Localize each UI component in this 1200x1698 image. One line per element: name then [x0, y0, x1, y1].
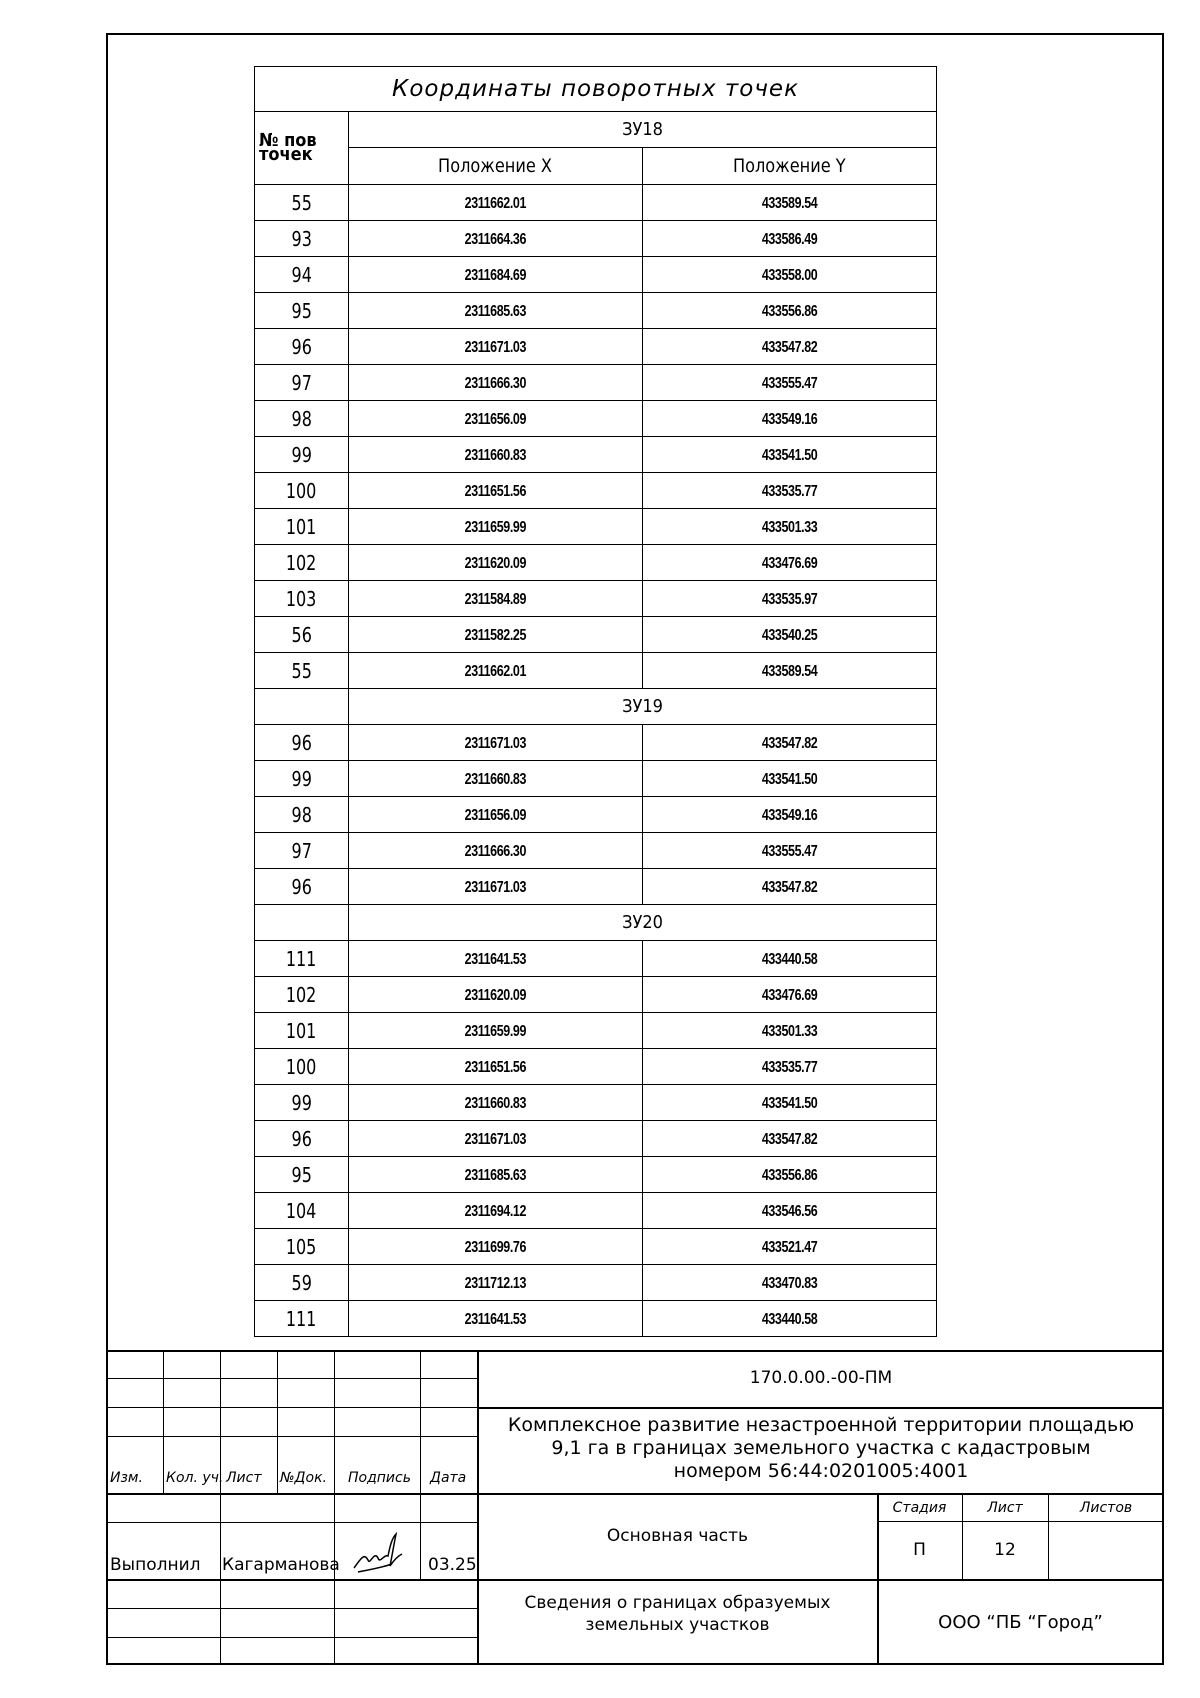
x-cell	[349, 1301, 643, 1337]
y-cell	[643, 869, 937, 905]
point-number-cell	[255, 977, 349, 1013]
label-data: Дата	[430, 1470, 467, 1486]
label-ndok: №Док.	[280, 1470, 327, 1486]
point-number-cell	[255, 1301, 349, 1337]
point-number: 95	[291, 298, 312, 323]
y-cell	[643, 365, 937, 401]
signature	[350, 1530, 406, 1576]
x-cell	[349, 221, 643, 257]
x-value: 2311659.99	[464, 1022, 527, 1040]
table-title: Координаты поворотных точек	[255, 67, 937, 112]
point-number-cell	[255, 401, 349, 437]
x-value: 2311699.76	[464, 1238, 527, 1256]
organization-name: ООО “ПБ “Город”	[938, 1612, 1103, 1633]
point-number-cell	[255, 221, 349, 257]
x-value: 2311671.03	[464, 338, 527, 356]
zone-name: ЗУ19	[349, 689, 937, 725]
y-value: 433589.54	[761, 194, 818, 212]
point-number-cell	[255, 653, 349, 689]
point-number: 96	[291, 1126, 312, 1151]
x-value: 2311671.03	[464, 878, 527, 896]
point-number: 96	[291, 874, 312, 899]
label-podpis: Подпись	[348, 1470, 411, 1486]
x-value: 2311641.53	[464, 1310, 527, 1328]
y-cell	[643, 545, 937, 581]
x-value: 2311659.99	[464, 518, 527, 536]
table-row	[255, 941, 937, 977]
y-value: 433555.47	[761, 374, 818, 392]
point-number: 102	[286, 982, 317, 1007]
point-number: 97	[291, 370, 312, 395]
x-cell	[349, 761, 643, 797]
zone-header-row	[255, 689, 937, 725]
point-number-cell	[255, 1085, 349, 1121]
sheet-number: 12	[994, 1540, 1016, 1560]
point-number-cell	[255, 365, 349, 401]
x-value: 2311671.03	[464, 734, 527, 752]
point-number: 99	[291, 766, 312, 791]
y-value: 433501.33	[761, 1022, 818, 1040]
y-value: 433501.33	[761, 518, 818, 536]
point-number: 55	[291, 658, 312, 683]
y-value: 433547.82	[761, 878, 818, 896]
x-value: 2311584.89	[464, 590, 527, 608]
y-value: 433440.58	[761, 950, 818, 968]
date-value: 03.25	[428, 1555, 477, 1575]
table-row	[255, 797, 937, 833]
label-kol-uch: Кол. уч.	[166, 1470, 224, 1486]
point-number-cell	[255, 581, 349, 617]
y-cell	[643, 1265, 937, 1301]
point-number-header-text: № пов точек	[259, 130, 317, 165]
table-row	[255, 869, 937, 905]
x-cell	[349, 257, 643, 293]
y-cell	[643, 509, 937, 545]
point-number: 96	[291, 730, 312, 755]
point-number-cell	[255, 473, 349, 509]
y-value: 433440.58	[761, 1310, 818, 1328]
point-number: 97	[291, 838, 312, 863]
y-cell	[643, 1193, 937, 1229]
y-cell	[643, 833, 937, 869]
point-number: 104	[286, 1198, 317, 1223]
sheet-title-line: Сведения о границах образуемых	[524, 1593, 831, 1613]
project-title-line: номером 56:44:0201005:4001	[673, 1460, 969, 1482]
y-value: 433540.25	[761, 626, 818, 644]
point-number: 95	[291, 1162, 312, 1187]
x-cell	[349, 653, 643, 689]
table-row	[255, 833, 937, 869]
y-cell	[643, 1049, 937, 1085]
y-value: 433549.16	[761, 806, 818, 824]
x-value: 2311666.30	[464, 374, 527, 392]
zone-header-row	[255, 905, 937, 941]
y-cell	[643, 401, 937, 437]
x-cell	[349, 509, 643, 545]
y-value: 433547.82	[761, 734, 818, 752]
point-number-cell	[255, 1049, 349, 1085]
point-number-cell	[255, 1193, 349, 1229]
point-number-cell	[255, 293, 349, 329]
y-cell	[643, 617, 937, 653]
table-row	[255, 1301, 937, 1337]
point-number-cell	[255, 725, 349, 761]
sheets-label: Листов	[1079, 1500, 1133, 1516]
x-value: 2311694.12	[464, 1202, 527, 1220]
point-number-cell	[255, 1265, 349, 1301]
table-row	[255, 977, 937, 1013]
table-row	[255, 1229, 937, 1265]
empty-cell	[255, 689, 349, 725]
point-number-cell	[255, 833, 349, 869]
table-row	[255, 1157, 937, 1193]
y-cell	[643, 1121, 937, 1157]
point-number-cell	[255, 437, 349, 473]
y-cell	[643, 1301, 937, 1337]
zone-header-row	[255, 112, 937, 148]
point-number: 101	[286, 514, 317, 539]
x-value: 2311684.69	[464, 266, 527, 284]
y-cell	[643, 185, 937, 221]
label-list: Лист	[226, 1470, 262, 1486]
y-value: 433546.56	[761, 1202, 818, 1220]
point-number-cell	[255, 797, 349, 833]
y-cell	[643, 761, 937, 797]
x-value: 2311660.83	[464, 446, 527, 464]
x-value: 2311662.01	[464, 194, 527, 212]
point-number: 56	[291, 622, 312, 647]
project-title	[478, 1414, 1164, 1483]
zone-name: ЗУ18	[349, 112, 937, 148]
x-value: 2311651.56	[464, 1058, 527, 1076]
table-row	[255, 1013, 937, 1049]
y-cell	[643, 653, 937, 689]
point-number-cell	[255, 1121, 349, 1157]
point-number-cell	[255, 329, 349, 365]
empty-cell	[255, 905, 349, 941]
x-value: 2311662.01	[464, 662, 527, 680]
table-row	[255, 761, 937, 797]
y-value: 433521.47	[761, 1238, 818, 1256]
table-row	[255, 1049, 937, 1085]
x-cell	[349, 581, 643, 617]
x-value: 2311641.53	[464, 950, 527, 968]
x-cell	[349, 617, 643, 653]
y-cell	[643, 1085, 937, 1121]
point-number: 55	[291, 190, 312, 215]
point-number-cell	[255, 509, 349, 545]
y-cell	[643, 977, 937, 1013]
point-number-cell	[255, 869, 349, 905]
x-value: 2311664.36	[464, 230, 527, 248]
table-row	[255, 1085, 937, 1121]
y-cell	[643, 293, 937, 329]
point-number-cell	[255, 761, 349, 797]
coordinates-table	[254, 66, 937, 1337]
point-number-cell	[255, 257, 349, 293]
point-number: 94	[291, 262, 312, 287]
x-header-text: Положение X	[438, 155, 553, 177]
table-row	[255, 509, 937, 545]
x-cell	[349, 1265, 643, 1301]
x-cell	[349, 365, 643, 401]
table-row	[255, 293, 937, 329]
x-cell	[349, 1085, 643, 1121]
stage-value: П	[913, 1540, 926, 1560]
y-value: 433535.77	[761, 1058, 818, 1076]
y-value: 433541.50	[761, 1094, 818, 1112]
y-value: 433535.77	[761, 482, 818, 500]
table-row	[255, 1265, 937, 1301]
x-cell	[349, 185, 643, 221]
point-number-cell	[255, 941, 349, 977]
performer-name: Кагарманова	[222, 1555, 340, 1575]
point-number: 98	[291, 802, 312, 827]
y-cell	[643, 329, 937, 365]
point-number: 99	[291, 1090, 312, 1115]
point-number: 100	[286, 1054, 317, 1079]
y-value: 433541.50	[761, 770, 818, 788]
table-row	[255, 545, 937, 581]
x-cell	[349, 1121, 643, 1157]
point-number: 102	[286, 550, 317, 575]
table-row	[255, 473, 937, 509]
point-number: 99	[291, 442, 312, 467]
y-value: 433556.86	[761, 302, 818, 320]
y-cell	[643, 1013, 937, 1049]
y-cell	[643, 1229, 937, 1265]
x-value: 2311582.25	[464, 626, 527, 644]
point-number-cell	[255, 1157, 349, 1193]
point-number: 93	[291, 226, 312, 251]
x-value: 2311651.56	[464, 482, 527, 500]
y-value: 433547.82	[761, 338, 818, 356]
y-cell	[643, 941, 937, 977]
x-value: 2311712.13	[464, 1274, 527, 1292]
document-code: 170.0.00.-00-ПМ	[749, 1368, 893, 1388]
y-value: 433555.47	[761, 842, 818, 860]
point-number: 111	[286, 946, 317, 971]
sheet-title	[478, 1592, 877, 1636]
project-title-line: 9,1 га в границах земельного участка с кадастровым	[551, 1437, 1091, 1459]
x-cell	[349, 1013, 643, 1049]
y-value: 433558.00	[761, 266, 818, 284]
x-cell	[349, 833, 643, 869]
y-value: 433589.54	[761, 662, 818, 680]
x-cell	[349, 329, 643, 365]
x-cell	[349, 941, 643, 977]
x-value: 2311685.63	[464, 302, 527, 320]
y-cell	[643, 473, 937, 509]
x-cell	[349, 1229, 643, 1265]
y-value: 433470.83	[761, 1274, 818, 1292]
table-row	[255, 185, 937, 221]
point-number: 96	[291, 334, 312, 359]
y-cell	[643, 257, 937, 293]
table-row	[255, 725, 937, 761]
table-row	[255, 329, 937, 365]
sheet-label: Лист	[987, 1500, 1023, 1516]
x-value: 2311671.03	[464, 1130, 527, 1148]
title-block	[106, 1350, 1164, 1665]
table-row	[255, 437, 937, 473]
table-row	[255, 581, 937, 617]
point-number-cell	[255, 1013, 349, 1049]
point-number: 105	[286, 1234, 317, 1259]
point-number: 111	[286, 1306, 317, 1331]
table-row	[255, 1121, 937, 1157]
x-cell	[349, 977, 643, 1013]
x-cell	[349, 1157, 643, 1193]
y-value: 433586.49	[761, 230, 818, 248]
y-value: 433476.69	[761, 986, 818, 1004]
y-value: 433547.82	[761, 1130, 818, 1148]
y-cell	[643, 1157, 937, 1193]
point-number-cell	[255, 545, 349, 581]
x-value: 2311666.30	[464, 842, 527, 860]
y-value: 433556.86	[761, 1166, 818, 1184]
x-cell	[349, 545, 643, 581]
point-number-cell	[255, 1229, 349, 1265]
y-header-text: Положение Y	[733, 155, 846, 177]
label-izm: Изм.	[110, 1470, 143, 1486]
point-number: 98	[291, 406, 312, 431]
x-cell	[349, 437, 643, 473]
table-row	[255, 221, 937, 257]
performed-label: Выполнил	[110, 1555, 201, 1575]
x-cell	[349, 797, 643, 833]
x-cell	[349, 473, 643, 509]
x-cell	[349, 401, 643, 437]
x-cell	[349, 293, 643, 329]
table-row	[255, 257, 937, 293]
x-value: 2311620.09	[464, 554, 527, 572]
x-cell	[349, 1049, 643, 1085]
y-value: 433549.16	[761, 410, 818, 428]
y-cell	[643, 221, 937, 257]
point-number: 103	[286, 586, 317, 611]
table-row	[255, 365, 937, 401]
x-value: 2311656.09	[464, 410, 527, 428]
x-cell	[349, 1193, 643, 1229]
y-cell	[643, 725, 937, 761]
x-header	[349, 148, 643, 185]
table-row	[255, 401, 937, 437]
point-number-cell	[255, 185, 349, 221]
point-number: 101	[286, 1018, 317, 1043]
stage-label: Стадия	[892, 1500, 947, 1516]
y-cell	[643, 581, 937, 617]
x-value: 2311685.63	[464, 1166, 527, 1184]
y-header	[643, 148, 937, 185]
x-cell	[349, 869, 643, 905]
x-cell	[349, 725, 643, 761]
project-title-line: Комплексное развитие незастроенной территории площадью	[507, 1414, 1135, 1436]
x-value: 2311620.09	[464, 986, 527, 1004]
x-value: 2311656.09	[464, 806, 527, 824]
zone-name: ЗУ20	[349, 905, 937, 941]
section-name: Основная часть	[606, 1526, 749, 1546]
column-header-row	[255, 148, 937, 185]
y-value: 433541.50	[761, 446, 818, 464]
table-row	[255, 1193, 937, 1229]
y-value: 433535.97	[761, 590, 818, 608]
point-number: 59	[291, 1270, 312, 1295]
point-number-header	[255, 112, 349, 185]
point-number-cell	[255, 617, 349, 653]
sheet-title-line: земельных участков	[585, 1615, 770, 1635]
y-cell	[643, 797, 937, 833]
y-cell	[643, 437, 937, 473]
x-value: 2311660.83	[464, 770, 527, 788]
y-value: 433476.69	[761, 554, 818, 572]
table-row	[255, 653, 937, 689]
point-number: 100	[286, 478, 317, 503]
table-row	[255, 617, 937, 653]
x-value: 2311660.83	[464, 1094, 527, 1112]
